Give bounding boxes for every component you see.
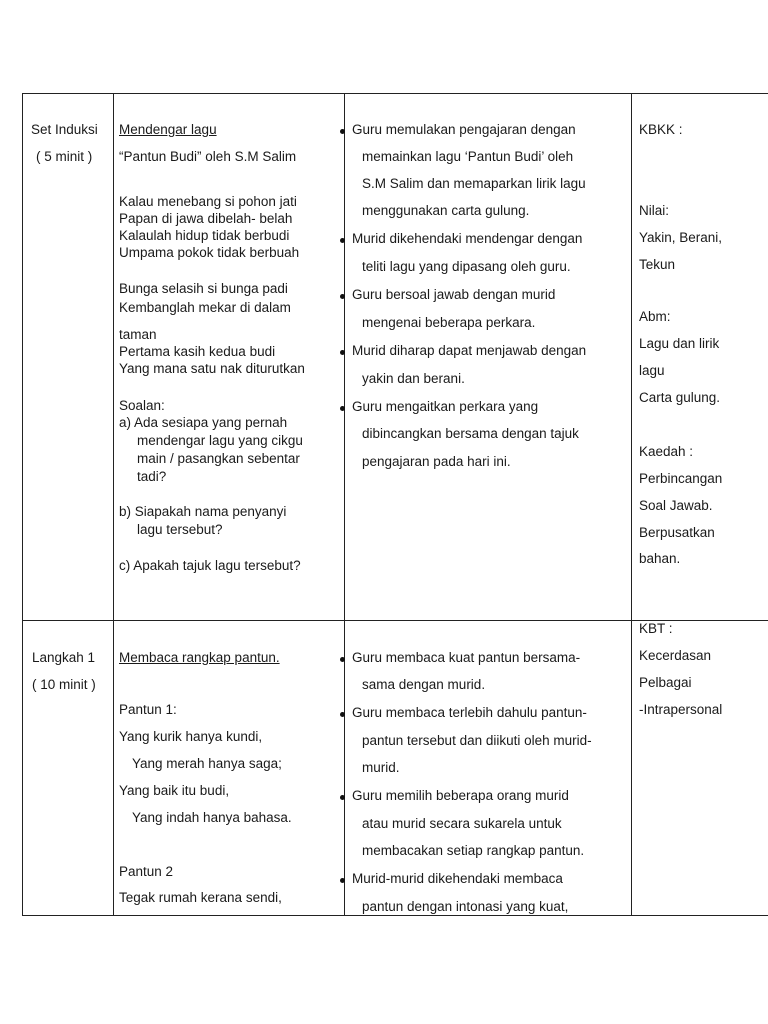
- notes-line: Yakin, Berani,: [639, 230, 723, 245]
- activity-line: menggunakan carta gulung.: [362, 203, 530, 218]
- notes-line: bahan.: [639, 551, 681, 566]
- question-line: c) Apakah tajuk lagu tersebut?: [119, 558, 301, 573]
- activity-line: membacakan setiap rangkap pantun.: [362, 843, 585, 858]
- notes-line: Lagu dan lirik: [639, 336, 720, 351]
- notes-line: Abm:: [639, 309, 671, 324]
- column-divider-2: [344, 93, 345, 916]
- activity-line: dibincangkan bersama dengan tajuk: [362, 426, 579, 441]
- notes-line: Carta gulung.: [639, 390, 721, 405]
- activity-line: teliti lagu yang dipasang oleh guru.: [362, 259, 571, 274]
- content-title: Mendengar lagu: [119, 122, 217, 137]
- notes-line: Berpusatkan: [639, 525, 715, 540]
- question-line: tadi?: [137, 469, 167, 484]
- activity-line: Murid dikehendaki mendengar dengan: [352, 231, 583, 246]
- stage-name: Set Induksi: [31, 122, 98, 137]
- content-line: Yang kurik hanya kundi,: [119, 729, 263, 744]
- table-border-left: [22, 93, 23, 916]
- stage-duration: ( 5 minit ): [36, 149, 93, 164]
- question-line: mendengar lagu yang cikgu: [137, 433, 303, 448]
- notes-line: Kaedah :: [639, 444, 694, 459]
- notes-line: Soal Jawab.: [639, 498, 713, 513]
- bullet-icon: [340, 406, 345, 411]
- lyric-line: Yang mana satu nak diturutkan: [119, 361, 305, 376]
- content-line: Pantun 1:: [119, 702, 177, 717]
- stage-duration: ( 10 minit ): [32, 677, 96, 692]
- activity-line: Guru membaca kuat pantun bersama-: [352, 650, 581, 665]
- content-line: Pantun 2: [119, 864, 174, 879]
- notes-line: lagu: [639, 363, 665, 378]
- content-line: Tegak rumah kerana sendi,: [119, 890, 282, 905]
- activity-line: S.M Salim dan memaparkan lirik lagu: [362, 176, 586, 191]
- content-subtitle: “Pantun Budi” oleh S.M Salim: [119, 149, 297, 164]
- activity-line: murid.: [362, 760, 400, 775]
- activity-line: pantun tersebut dan diikuti oleh murid-: [362, 733, 592, 748]
- bullet-icon: [340, 878, 345, 883]
- question-line: b) Siapakah nama penyanyi: [119, 504, 287, 519]
- question-heading: Soalan:: [119, 398, 165, 413]
- activity-line: atau murid secara sukarela untuk: [362, 816, 562, 831]
- notes-line: KBT :: [639, 621, 673, 636]
- notes-line: -Intrapersonal: [639, 702, 723, 717]
- activity-line: sama dengan murid.: [362, 677, 486, 692]
- bullet-icon: [340, 657, 345, 662]
- activity-line: Guru memulakan pengajaran dengan: [352, 122, 576, 137]
- content-line: Yang indah hanya bahasa.: [132, 810, 292, 825]
- question-line: a) Ada sesiapa yang pernah: [119, 415, 288, 430]
- activity-line: Guru bersoal jawab dengan murid: [352, 287, 556, 302]
- activity-line: Guru membaca terlebih dahulu pantun-: [352, 705, 587, 720]
- question-line: main / pasangkan sebentar: [137, 451, 300, 466]
- table-border-top: [22, 93, 768, 94]
- activity-line: memainkan lagu ‘Pantun Budi’ oleh: [362, 149, 574, 164]
- bullet-icon: [340, 712, 345, 717]
- lyric-line: Bunga selasih si bunga padi: [119, 281, 288, 296]
- lyric-line: Papan di jawa dibelah- belah: [119, 211, 293, 226]
- content-line: Yang merah hanya saga;: [132, 756, 282, 771]
- notes-line: KBKK :: [639, 122, 683, 137]
- activity-line: pengajaran pada hari ini.: [362, 454, 511, 469]
- activity-line: yakin dan berani.: [362, 371, 465, 386]
- activity-line: Murid diharap dapat menjawab dengan: [352, 343, 587, 358]
- stage-name: Langkah 1: [32, 650, 96, 665]
- lyric-line: Kalaulah hidup tidak berbudi: [119, 228, 290, 243]
- bullet-icon: [340, 129, 345, 134]
- content-line: Yang baik itu budi,: [119, 783, 230, 798]
- notes-line: Kecerdasan: [639, 648, 712, 663]
- lyric-line: Pertama kasih kedua budi: [119, 344, 276, 359]
- content-title: Membaca rangkap pantun.: [119, 650, 280, 665]
- activity-line: pantun dengan intonasi yang kuat,: [362, 899, 569, 914]
- notes-line: Tekun: [639, 257, 676, 272]
- activity-line: Murid-murid dikehendaki membaca: [352, 871, 563, 886]
- column-divider-3: [631, 93, 632, 916]
- activity-line: Guru memilih beberapa orang murid: [352, 788, 569, 803]
- bullet-icon: [340, 294, 345, 299]
- lyric-line: taman: [119, 327, 157, 342]
- lyric-line: Kembanglah mekar di dalam: [119, 300, 291, 315]
- bullet-icon: [340, 795, 345, 800]
- notes-line: Pelbagai: [639, 675, 692, 690]
- notes-line: Nilai:: [639, 203, 670, 218]
- column-divider-1: [113, 93, 114, 916]
- lyric-line: Umpama pokok tidak berbuah: [119, 245, 300, 260]
- activity-line: mengenai beberapa perkara.: [362, 315, 536, 330]
- activity-line: Guru mengaitkan perkara yang: [352, 399, 539, 414]
- lyric-line: Kalau menebang si pohon jati: [119, 194, 297, 209]
- bullet-icon: [340, 238, 345, 243]
- bullet-icon: [340, 350, 345, 355]
- notes-line: Perbincangan: [639, 471, 723, 486]
- question-line: lagu tersebut?: [137, 522, 223, 537]
- lesson-plan-table: [22, 93, 768, 916]
- table-border-bottom: [22, 915, 768, 916]
